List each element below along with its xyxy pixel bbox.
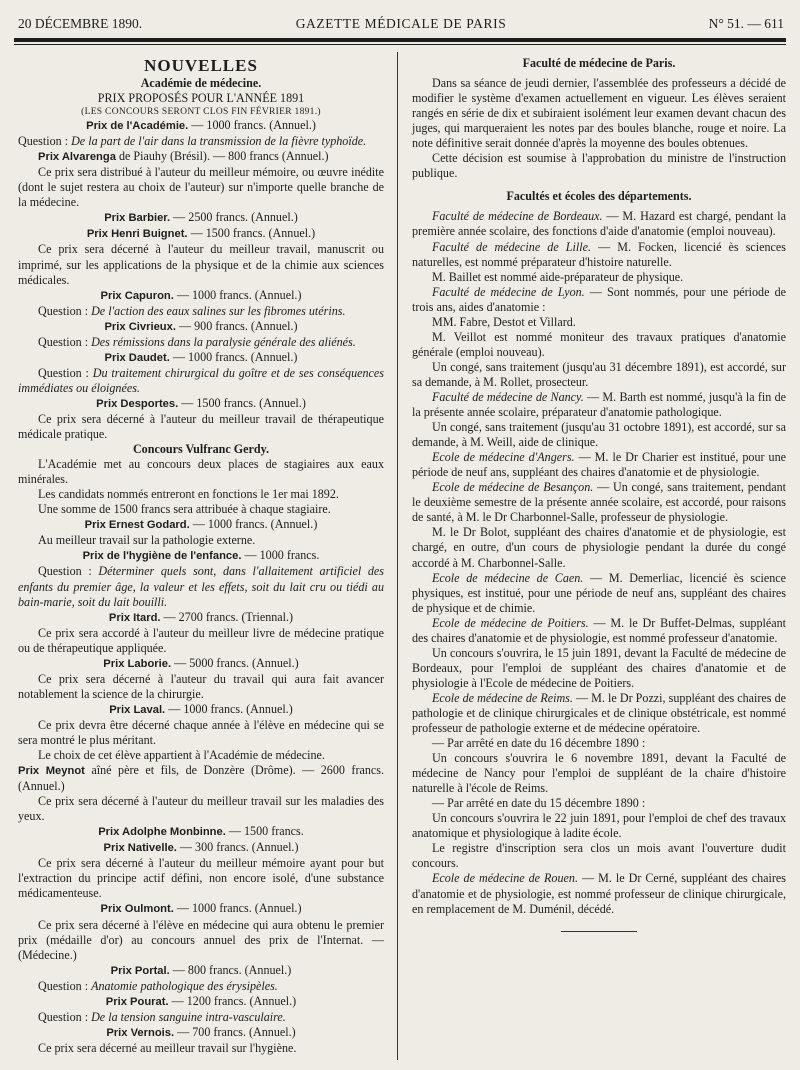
reims-paragraph: — Par arrêté en date du 15 décembre 1890 : <box>432 796 646 811</box>
caen-item <box>412 571 786 616</box>
prize-name: Prix Adolphe Monbinne. <box>98 826 226 839</box>
item-text: — M. Barth est nommé, jusqu'à la fin de la présente année scolaire, préparateur d'anatomie pathologique. <box>412 389 786 420</box>
institution-label: Faculté de médecine de Nancy. <box>432 389 584 404</box>
prize-question <box>18 1010 384 1025</box>
prize-name: Prix Itard. <box>108 611 161 624</box>
header-rule-thin <box>14 44 786 45</box>
lille-paragraph: M. Baillet est nommé aide-préparateur de physique. <box>432 269 684 284</box>
prize-description: Ce prix devra être décerné chaque année à l'élève en médecine qui se sera montré le plus méritant. <box>18 717 384 747</box>
prize-itard <box>18 610 384 626</box>
lyon-paragraph: Un congé, sans traitement (jusqu'au 31 décembre 1891), est accordé, sur sa demande, à M. Rollet, prosecteur. <box>412 359 786 389</box>
prize-name: Prix Civrieux. <box>104 320 176 333</box>
academy-heading: Académie de médecine. <box>140 76 262 90</box>
prize-laborie <box>18 656 384 672</box>
prize-buignet <box>18 226 384 242</box>
prize-amount: — 1200 francs. (Annuel.) <box>168 993 297 1008</box>
prize-desportes <box>18 396 384 412</box>
faculty-paris-paragraph: Cette décision est soumise à l'approbation du ministre de l'instruction publique. <box>412 151 786 181</box>
prize-name: Prix Desportes. <box>96 397 179 410</box>
question-label: Question : <box>38 978 92 993</box>
end-rule <box>561 931 637 932</box>
prize-academie <box>18 118 384 134</box>
question-text: De la part de l'air dans la transmission de la fièvre typhoïde. <box>71 134 367 149</box>
lyon-item <box>412 285 786 315</box>
besancon-item <box>412 480 786 525</box>
prize-amount: aîné père et fils, de Donzère (Drôme). — 2600 francs. (Annuel.) <box>18 763 384 794</box>
institution-label: Ecole de médecine de Poitiers. <box>432 615 589 630</box>
lyon-paragraph: MM. Fabre, Destot et Villard. <box>432 314 576 329</box>
question-label: Question : <box>38 365 93 380</box>
prize-question <box>18 564 384 609</box>
departments-heading: Facultés et écoles des départements. <box>506 189 692 204</box>
prize-amount: — 800 francs. (Annuel.) <box>169 962 292 977</box>
prize-name: Prix Barbier. <box>104 212 171 225</box>
prize-barbier <box>18 210 384 226</box>
left-column <box>18 54 384 1056</box>
nancy-item <box>412 390 786 420</box>
reims-item <box>412 691 786 736</box>
prize-question <box>18 304 384 319</box>
prize-pourat <box>18 994 384 1010</box>
prize-amount: — 300 francs. (Annuel.) <box>176 840 299 855</box>
prize-portal <box>18 963 384 979</box>
prize-nativelle <box>18 840 384 856</box>
prize-amount: — 1000 francs. (Annuel.) <box>165 701 293 716</box>
prize-name: Prix Oulmont. <box>100 903 174 916</box>
prize-name: Prix Vernois. <box>106 1026 175 1039</box>
prizes-heading: PRIX PROPOSÉS POUR L'ANNÉE 1891 <box>97 91 305 106</box>
prize-amount: — 1000 francs. (Annuel.) <box>173 901 302 916</box>
institution-label: Ecole de médecine de Rouen. <box>432 871 578 886</box>
question-text: Du traitement chirurgical du goître et de ses conséquences immédiates ou éloignées. <box>18 365 384 395</box>
right-column <box>412 54 786 932</box>
question-label: Question : <box>18 134 72 149</box>
question-label: Question : <box>38 1009 92 1024</box>
bordeaux-item <box>412 209 786 239</box>
institution-label: Ecole de médecine de Reims. <box>432 690 573 705</box>
gerdy-paragraph: Une somme de 1500 francs sera attribuée à chaque stagiaire. <box>38 502 331 517</box>
poitiers-item <box>412 616 786 646</box>
question-text: De la tension sanguine intra-vasculaire. <box>91 1009 286 1024</box>
prize-amount: — 1000 francs. (Annuel.) <box>189 517 318 532</box>
institution-label: Faculté de médecine de Lyon. <box>432 284 585 299</box>
gerdy-paragraph: L'Académie met au concours deux places de stagiaires aux eaux minérales. <box>18 457 384 487</box>
item-text: — M. le Dr Buffet-Delmas, suppléant des chaires d'anatomie et de physiologie, est nommé professeur d'anatomie. <box>412 615 786 645</box>
prize-description: Ce prix sera décerné à l'auteur du meilleur mémoire ayant pour but l'extraction du principe actif défini, non encore isolé, d'une substance médicamenteuse. <box>18 856 384 901</box>
poitiers-paragraph: Un concours s'ouvrira, le 15 juin 1891, devant la Faculté de médecine de Bordeaux, pour l'emploi de suppléant des chaires d'anatomie et de physiologie à l'Ecole de médecine de Poitiers. <box>412 645 786 690</box>
prize-name: Prix de l'Académie. <box>86 120 189 133</box>
question-text: Anatomie pathologique des érysipèles. <box>91 978 278 993</box>
item-text: — Sont nommés, pour une période de trois ans, aides d'anatomie : <box>412 284 786 314</box>
prize-amount: — 2700 francs. (Triennal.) <box>160 609 294 624</box>
prize-amount: — 1500 francs. (Annuel.) <box>187 226 316 241</box>
prize-name: Prix Nativelle. <box>103 842 177 855</box>
prize-description: Ce prix sera décerné à l'auteur du meilleur travail, manuscrit ou imprimé, sur les applications de la physique et de la chimie aux sciences médicales. <box>18 242 384 287</box>
prize-question <box>18 335 384 350</box>
journal-title: GAZETTE MÉDICALE DE PARIS <box>295 16 507 31</box>
prize-description: Le choix de cet élève appartient à l'Académie de médecine. <box>38 748 325 763</box>
prize-amount: — 1000 francs. (Annuel.) <box>188 118 316 133</box>
prize-amount: de Piauhy (Brésil). — 800 francs (Annuel.) <box>115 149 329 164</box>
prizes-subheading: (LES CONCOURS SERONT CLOS FIN FÉVRIER 1891.) <box>81 107 321 118</box>
institution-label: Faculté de médecine de Bordeaux. <box>432 209 603 224</box>
prize-amount: — 700 francs. (Annuel.) <box>174 1024 296 1039</box>
prize-description: Ce prix sera accordé à l'auteur du meilleur livre de médecine pratique ou de thérapeutique appliquée. <box>18 625 384 655</box>
lyon-paragraph: M. Veillot est nommé moniteur des travaux pratiques d'anatomie générale (emploi nouveau). <box>412 329 786 359</box>
prize-name: Prix Portal. <box>110 964 170 977</box>
prize-amount: — 2500 francs. (Annuel.) <box>170 210 298 225</box>
item-text: — Un congé, sans traitement, pendant le deuxième semestre de la présente année scolaire, est accordé, pour raisons de santé, à M. le Dr Charbonnel-Salle, professeur de physiologie. <box>412 480 786 525</box>
prize-name: Prix Ernest Godard. <box>84 519 190 532</box>
prize-question <box>18 134 384 149</box>
prize-daudet <box>18 350 384 366</box>
prize-amount: — 1500 francs. (Annuel.) <box>178 395 306 410</box>
item-text: — M. le Dr Charier est institué, pour une période de neuf ans, suppléant des chaires d'anatomie et de physiologie. <box>412 450 786 480</box>
item-text: — M. le Dr Cerné, suppléant des chaires d'anatomie et de physiologie, est nommé professeur de clinique chirurgicale, en remplacement de M. Duménil, décédé. <box>412 871 786 916</box>
prize-amount: — 1500 francs. <box>225 824 304 839</box>
section-title: NOUVELLES <box>144 56 258 75</box>
prize-name: Prix Daudet. <box>104 351 170 364</box>
column-divider <box>397 52 398 1060</box>
prize-question <box>18 366 384 396</box>
item-text: — M. Hazard est chargé, pendant la première année scolaire, des fonctions d'aide d'anatomie (emploi nouveau). <box>412 209 786 239</box>
prize-name: Prix Meynot <box>18 765 85 778</box>
prize-laval <box>18 702 384 718</box>
reims-paragraph: Un concours s'ouvrira le 22 juin 1891, pour l'emploi de chef des travaux anatomique et physiologique à ladite école. <box>412 811 786 841</box>
page-number: N° 51. — 611 <box>708 16 784 31</box>
question-text: Déterminer quels sont, dans l'allaitement artificiel des enfants du premier âge, la valeur et les effets, soit du lait cru ou tiédi au bain-marie, soit du lait bouilli. <box>18 564 385 609</box>
item-text: — M. le Dr Pozzi, suppléant des chaires de pathologie et de clinique chirurgicales et de clinique obstétricale, est nommé professeur de pathologie externe et de médecine opératoire. <box>412 690 787 736</box>
prize-hygiene-enfance <box>18 548 384 564</box>
rouen-item <box>412 871 786 916</box>
prize-godard <box>18 517 384 533</box>
prize-question <box>18 979 384 994</box>
prize-description: Ce prix sera distribué à l'auteur du meilleur mémoire, ou œuvre inédite (dont le sujet restera au choix de l'auteur) sur n'importe quelle branche de la médecine. <box>18 165 384 210</box>
prize-name: Prix Henri Buignet. <box>86 228 188 241</box>
institution-label: Faculté de médecine de Lille. <box>432 239 591 254</box>
prize-civrieux <box>18 319 384 335</box>
faculty-paris-paragraph: Dans sa séance de jeudi dernier, l'assemblée des professeurs a décidé de modifier le système d'examen actuellement en vigueur. Les élèves seraient rangés en série de dix et subiraient isolément leur examen devant chacun des juges, qui marqueraient les notes par des boules blanche, rouge et noire. La note définitive serait donnée d'après la moyenne des boules obtenues. <box>412 76 786 151</box>
item-text: — M. Focken, licencié ès sciences naturelles, est nommé préparateur d'histoire naturelle. <box>412 239 787 269</box>
nancy-paragraph: Un congé, sans traitement (jusqu'au 31 octobre 1891), est accordé, sur sa demande, à M. Weill, aide de clinique. <box>412 420 786 450</box>
prize-amount: — 1000 francs. <box>241 548 320 563</box>
prize-vernois <box>18 1025 384 1041</box>
reims-paragraph: Un concours s'ouvrira le 6 novembre 1891, devant la Faculté de médecine de Nancy pour l'emploi de suppléant de la chaire d'histoire naturelle à l'école de Reims. <box>412 751 786 796</box>
besancon-paragraph: M. le Dr Bolot, suppléant des chaires d'anatomie et de physiologie, est chargé, en outre, d'un cours de physiologie pendant la durée du congé accordé à M. Charbonnel-Salle. <box>412 525 786 570</box>
prize-meynot <box>18 763 384 794</box>
question-label: Question : <box>38 303 92 318</box>
prize-amount: — 1000 francs. (Annuel.) <box>169 349 298 364</box>
reims-paragraph: Le registre d'inscription sera clos un mois avant l'ouverture dudit concours. <box>412 841 786 871</box>
prize-amount: — 5000 francs. (Annuel.) <box>171 655 299 670</box>
prize-oulmont <box>18 901 384 917</box>
question-label: Question : <box>38 564 99 579</box>
prize-description: Ce prix sera décerné au meilleur travail sur l'hygiène. <box>38 1040 297 1055</box>
question-text: De l'action des eaux salines sur les fibromes utérins. <box>91 303 346 318</box>
lille-item <box>412 240 786 270</box>
prize-description: Au meilleur travail sur la pathologie externe. <box>38 533 256 548</box>
gerdy-paragraph: Les candidats nommés entreront en fonctions le 1er mai 1892. <box>38 487 339 502</box>
prize-name: Prix Laval. <box>109 703 166 716</box>
issue-date: 20 DÉCEMBRE 1890. <box>18 16 143 31</box>
reims-paragraph: — Par arrêté en date du 16 décembre 1890 : <box>432 736 646 751</box>
header-rule-thick <box>14 38 786 42</box>
prize-description: Ce prix sera décerné à l'auteur du meilleur travail sur les maladies des yeux. <box>18 794 384 824</box>
institution-label: Ecole de médecine de Caen. <box>432 570 584 585</box>
prize-description: Ce prix sera décerné à l'auteur du meilleur travail de thérapeutique médicale pratique. <box>18 411 384 442</box>
faculty-paris-heading: Faculté de médecine de Paris. <box>522 56 676 70</box>
prize-name: Prix Laborie. <box>103 657 172 670</box>
angers-item <box>412 450 786 480</box>
gerdy-heading: Concours Vulfranc Gerdy. <box>132 442 270 457</box>
institution-label: Ecole de médecine de Besançon. <box>432 480 594 495</box>
prize-amount: — 1000 francs. (Annuel.) <box>173 287 302 302</box>
item-text: — M. Demerliac, licencié ès science physiques, est institué, pour une période de neuf ans, suppléant des chaires de physique et de chimie. <box>412 570 786 615</box>
prize-alvarenga <box>18 149 384 165</box>
prize-description: Ce prix sera décerné à l'auteur du travail qui aura fait avancer notablement la science de la chirurgie. <box>18 671 384 701</box>
question-label: Question : <box>38 334 92 349</box>
page-header <box>18 16 784 34</box>
prize-name: Prix Pourat. <box>105 995 169 1008</box>
prize-name: Prix Capuron. <box>100 289 174 302</box>
institution-label: Ecole de médecine d'Angers. <box>432 450 575 465</box>
prize-monbinne <box>18 824 384 840</box>
prize-capuron <box>18 288 384 304</box>
prize-description: Ce prix sera décerné à l'élève en médecine qui aura obtenu le premier prix (médaille d'or) au concours annuel des prix de l'Internat. — (Médecine.) <box>18 917 384 962</box>
prize-amount: — 900 francs. (Annuel.) <box>175 318 298 333</box>
prize-name: Prix Alvarenga <box>38 151 116 164</box>
question-text: Des rémissions dans la paralysie générale des aliénés. <box>91 334 356 349</box>
prize-name: Prix de l'hygiène de l'enfance. <box>82 550 242 563</box>
